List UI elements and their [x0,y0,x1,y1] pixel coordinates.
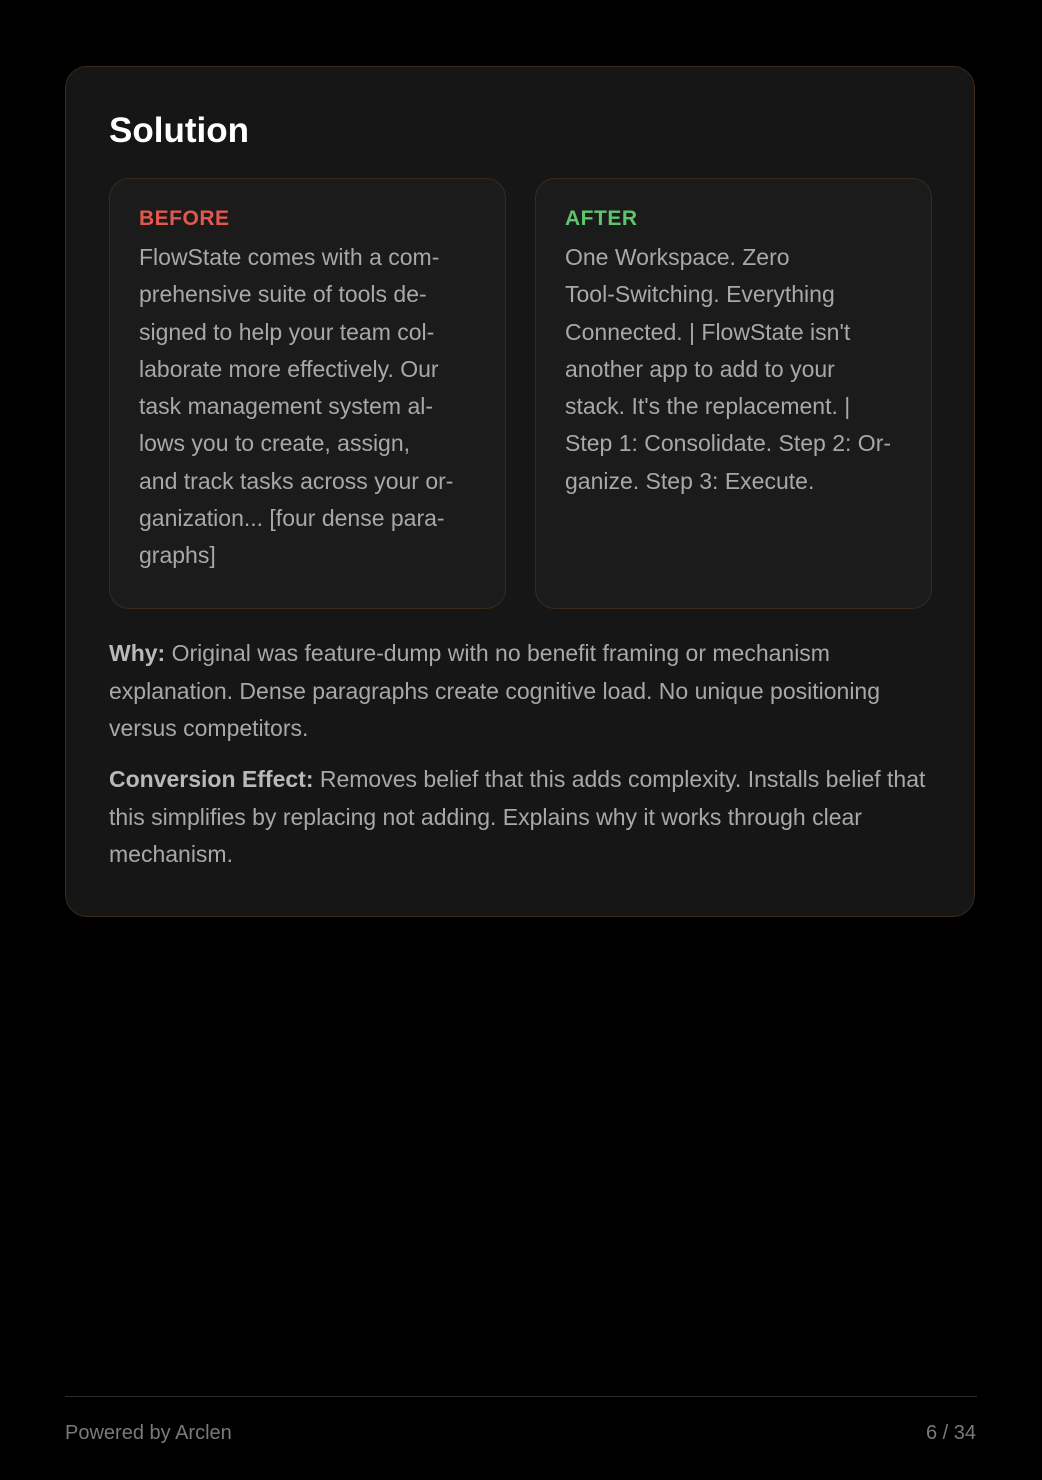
before-line: signed to help your team col- [139,318,435,345]
footer-brand: Powered by Arclen [65,1422,232,1444]
before-line: laborate more effectively. Our [139,355,439,382]
after-line: ganize. Step 3: Execute. [565,467,815,494]
before-label: BEFORE [139,207,230,230]
why-label: Why: [109,640,166,666]
after-line: another app to add to your [565,355,835,382]
before-text [139,239,477,575]
after-line: Step 1: Consolidate. Step 2: Or- [565,430,892,457]
conversion-effect-text: Removes belief that this adds complexity. Installs belief that this simplifies by replacing not adding. Explains why it works through clear mechanism. [109,766,926,867]
after-line: Connected. | FlowState isn't [565,318,851,345]
page-counter: 6 / 34 [925,1422,976,1444]
before-line: ganization... [four dense para- [139,505,445,532]
before-line: FlowState comes with a com- [139,244,440,270]
after-line: stack. It's the replacement. | [565,393,851,420]
why-paragraph [109,635,939,748]
before-line: and track tasks across your or- [139,467,454,494]
conversion-effect-paragraph [109,761,939,874]
after-panel [535,178,932,609]
before-line: prehensive suite of tools de- [139,281,427,308]
solution-card [65,66,975,917]
section-title: Solution [109,111,249,150]
why-text: Original was feature-dump with no benefit framing or mechanism explanation. Dense paragraphs create cognitive load. No unique positioning versus competitors. [109,640,881,741]
footer-divider [65,1396,977,1397]
before-line: task management system al- [139,393,434,420]
before-line: lows you to create, assign, [139,430,411,457]
conversion-effect-label: Conversion Effect: [109,766,314,792]
after-line: One Workspace. Zero [565,244,790,270]
after-line: Tool-Switching. Everything [565,281,835,308]
before-panel [109,178,506,609]
after-label: AFTER [565,207,638,230]
after-text [565,239,903,500]
before-line: graphs] [139,542,216,569]
